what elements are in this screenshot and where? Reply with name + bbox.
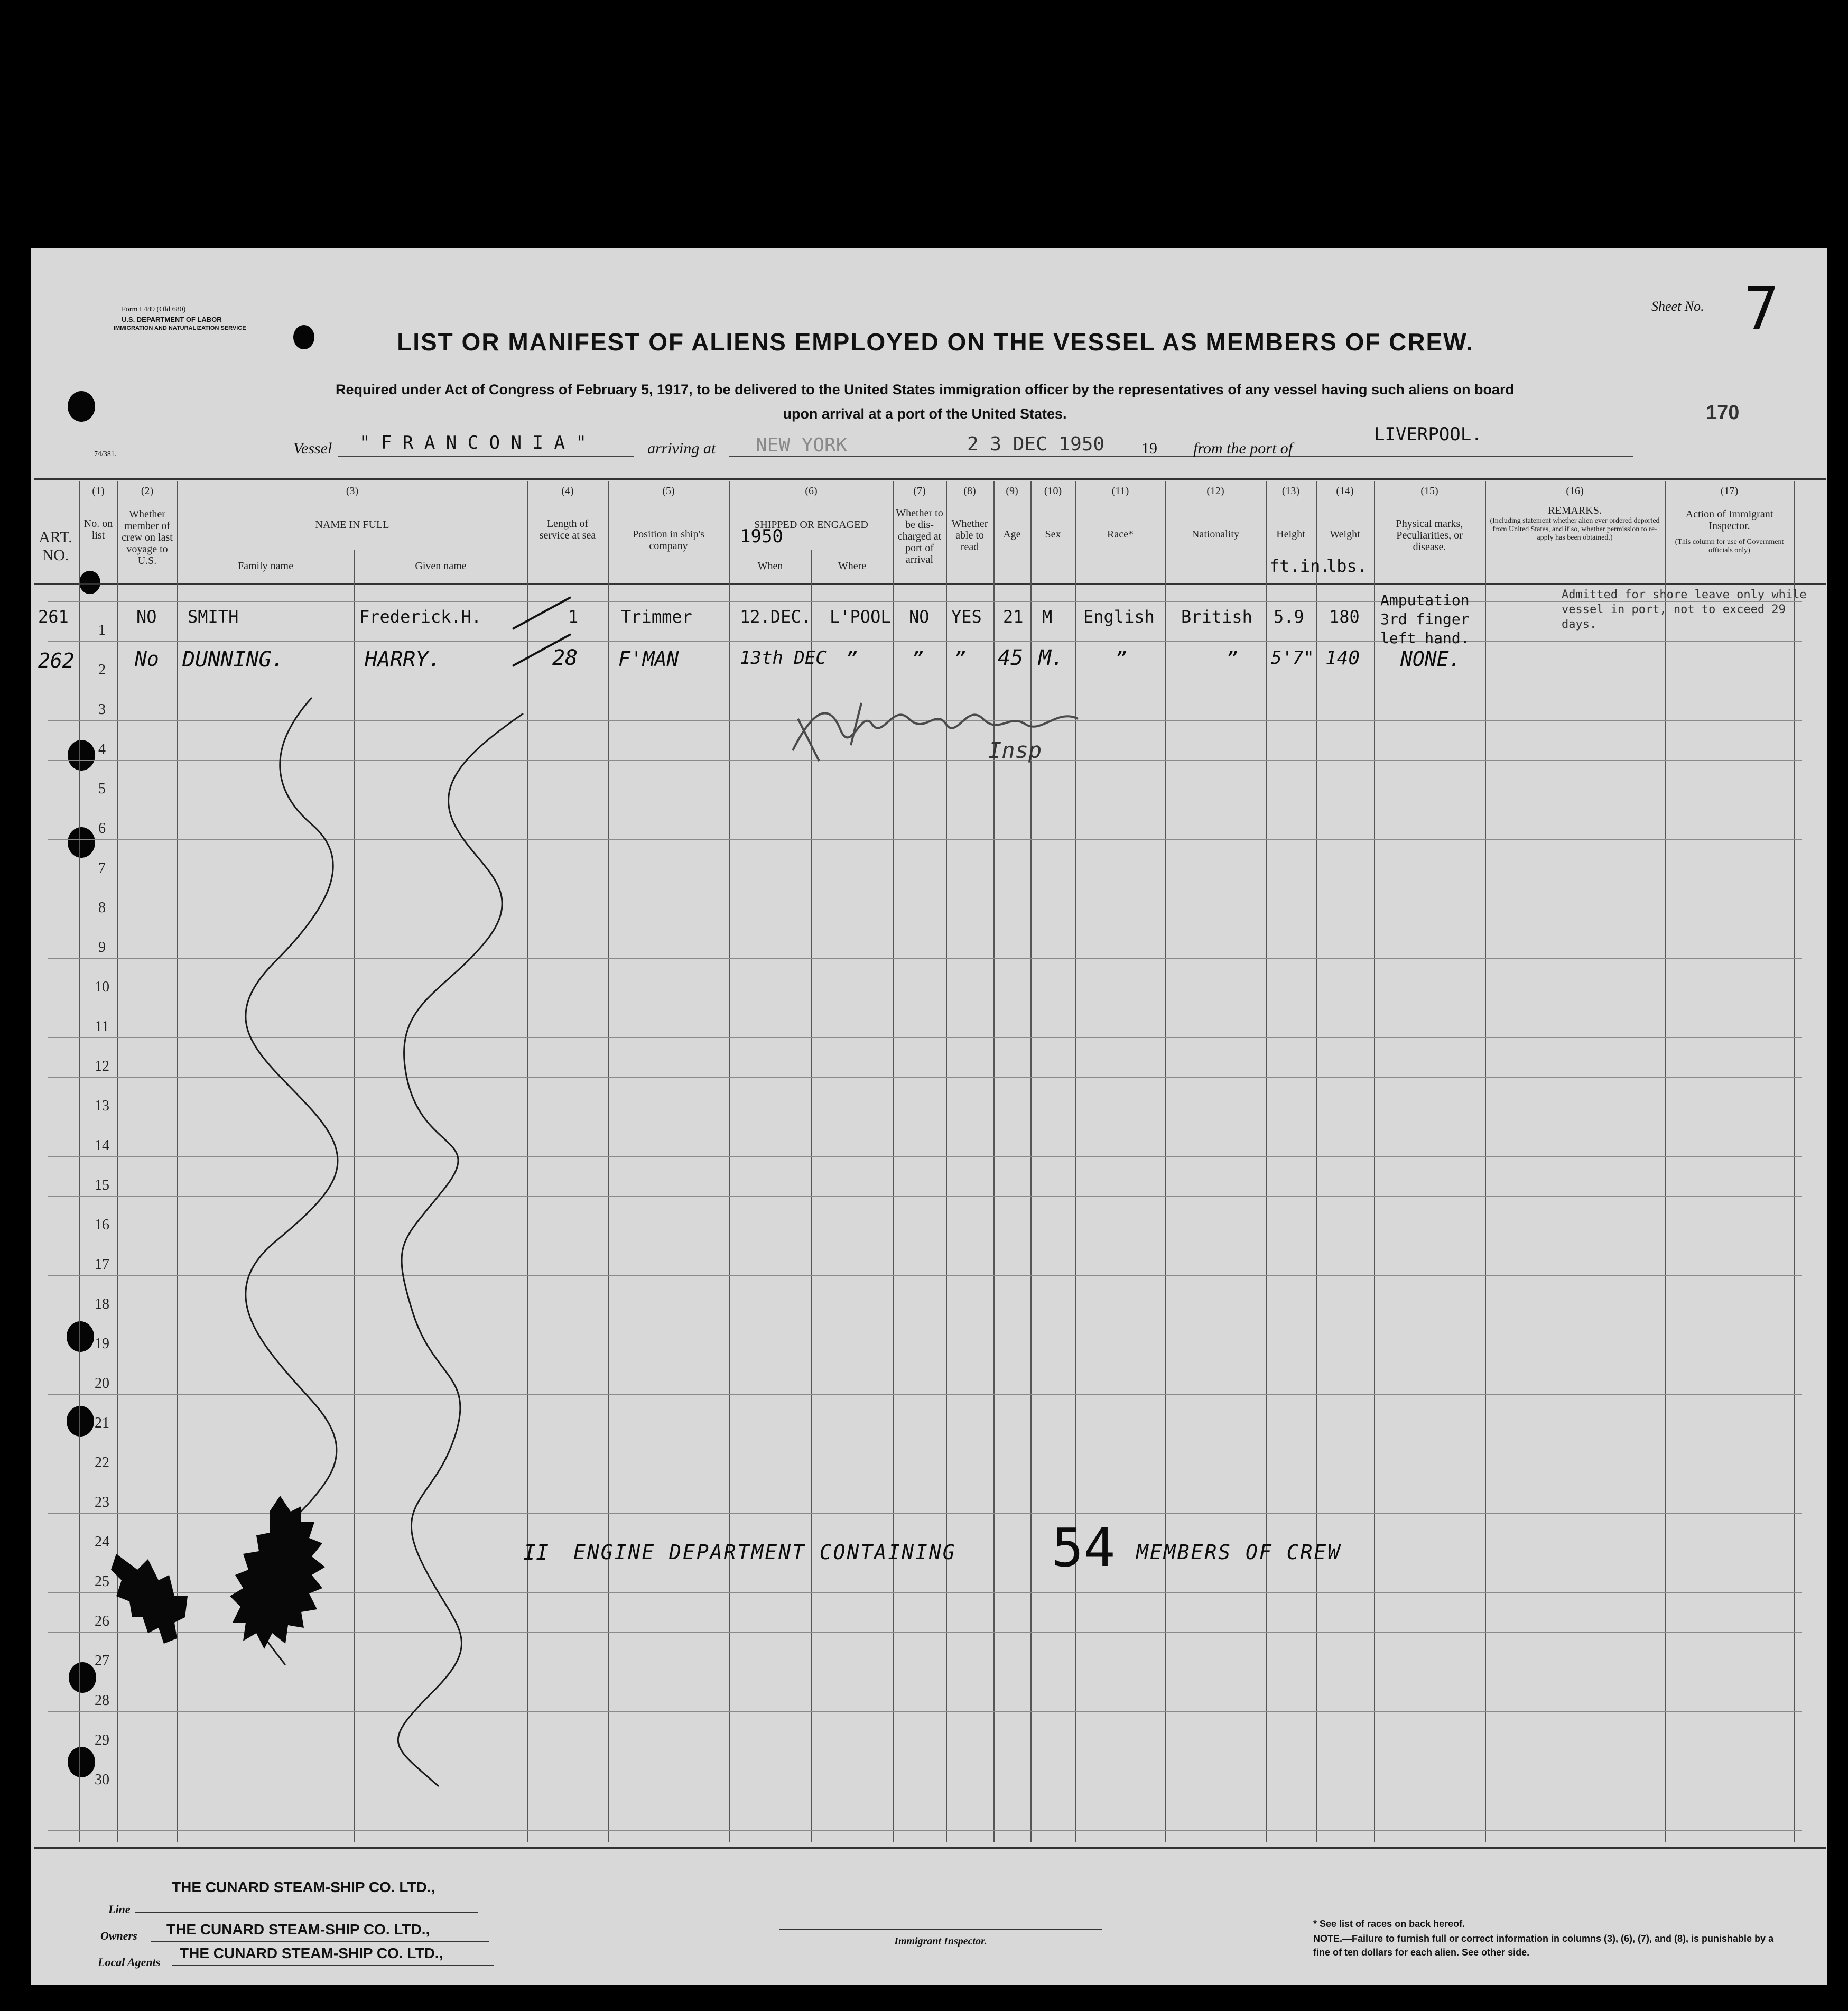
sheet-number: 7 [1744, 275, 1779, 342]
col3-family: Family name [238, 560, 293, 572]
last-voyage-cell: No [135, 647, 159, 671]
col5-label: Position in ship's company [633, 529, 704, 552]
row-number: 24 [95, 1534, 109, 1550]
shipped-where-cell: ” [846, 647, 858, 671]
line-label: Line [108, 1903, 131, 1916]
page-title: LIST OR MANIFEST OF ALIENS EMPLOYED ON THE VESSEL AS MEMBERS OF CREW. [397, 328, 1474, 356]
col6-where: Where [838, 560, 867, 572]
row-number: 7 [98, 860, 106, 876]
col6-num: (6) [805, 485, 818, 497]
row-number: 20 [95, 1375, 109, 1392]
dept-text-a: ENGINE DEPARTMENT CONTAINING [573, 1541, 956, 1564]
col15-label: Physical marks, Peculiarities, or disease. [1396, 518, 1463, 553]
family-name-cell: SMITH [188, 607, 239, 627]
row-number: 21 [95, 1415, 109, 1431]
nationality-cell: British [1181, 607, 1252, 627]
physical-marks-cell: NONE. [1400, 647, 1461, 671]
position-cell: Trimmer [621, 607, 692, 627]
row-number: 13 [95, 1098, 109, 1114]
row-number: 11 [95, 1018, 109, 1035]
weight-cell: 180 [1329, 607, 1360, 627]
col1-num: (1) [92, 485, 105, 497]
col15-num: (15) [1420, 485, 1438, 497]
row-number: 18 [95, 1296, 109, 1312]
col13-num: (13) [1281, 485, 1300, 497]
form-code: 74/381. [94, 450, 117, 458]
row-number: 25 [95, 1573, 109, 1590]
read-cell: YES [951, 607, 982, 627]
col17-num: (17) [1720, 485, 1739, 497]
col3-num: (3) [346, 485, 359, 497]
row-number: 14 [95, 1137, 109, 1154]
port-label: from the port of [1193, 440, 1293, 457]
departure-port: LIVERPOOL. [1374, 424, 1482, 445]
row-number: 12 [95, 1058, 109, 1074]
col1-label: No. on list [83, 518, 113, 541]
inspector-label: Immigrant Inspector. [894, 1935, 987, 1947]
col16-label: REMARKS. [1548, 505, 1602, 516]
read-cell: ” [954, 647, 966, 671]
art-number: 261 [38, 607, 69, 627]
department-name: U.S. DEPARTMENT OF LABOR [122, 316, 222, 323]
col14-num: (14) [1336, 485, 1354, 497]
physical-marks-cell: Amputation 3rd finger left hand. [1380, 591, 1470, 647]
col6-label: SHIPPED OR ENGAGED [754, 519, 868, 531]
row-number: 22 [95, 1454, 109, 1471]
col14-label: Weight [1330, 529, 1360, 540]
row-number: 4 [98, 741, 106, 757]
col6-when: When [757, 560, 783, 572]
position-cell: F'MAN [618, 647, 679, 671]
subtitle-line-2: upon arrival at a port of the United States. [783, 406, 1067, 422]
col4-num: (4) [561, 485, 574, 497]
sheet-label: Sheet No. [1651, 299, 1704, 314]
weight-cell: 140 [1325, 647, 1360, 669]
col6-year: 1950 [740, 526, 783, 547]
agents-label: Local Agents [98, 1956, 161, 1969]
col12-num: (12) [1206, 485, 1224, 497]
col9-num: (9) [1006, 485, 1018, 497]
sex-cell: M [1042, 607, 1053, 627]
row-number: 6 [98, 820, 106, 837]
given-name-cell: HARRY. [365, 647, 441, 672]
shipped-where-cell: L'POOL [830, 607, 891, 627]
art-number: 262 [38, 649, 75, 672]
col10-num: (10) [1044, 485, 1062, 497]
service-length-cell: 28 [552, 646, 578, 670]
crew-count: 54 [1052, 1517, 1116, 1579]
col11-label: Race* [1107, 529, 1134, 540]
last-voyage-cell: NO [136, 607, 157, 627]
col8-label: Whether able to read [951, 518, 988, 553]
embossed-seal [106, 1490, 349, 1691]
age-cell: 21 [1003, 607, 1024, 627]
col16-num: (16) [1566, 485, 1584, 497]
row-number: 23 [95, 1494, 109, 1510]
year-label: 19 [1141, 440, 1157, 457]
row-number: 15 [95, 1177, 109, 1193]
row-number: 9 [98, 939, 106, 956]
remarks-cell: Admitted for shore leave only while vessel in port, not to exceed 29 days. [1562, 588, 1807, 631]
race-cell: ” [1115, 647, 1127, 671]
row-number: 8 [98, 900, 106, 916]
col17-note: (This column for use of Government officials only) [1675, 538, 1784, 554]
vessel-label: Vessel [293, 440, 332, 457]
owners-company: THE CUNARD STEAM-SHIP CO. LTD., [166, 1921, 430, 1938]
vessel-name: " F R A N C O N I A " [359, 432, 587, 453]
row-number: 10 [95, 979, 109, 995]
row-number: 16 [95, 1217, 109, 1233]
age-cell: 45 [998, 646, 1024, 670]
sex-cell: M. [1038, 646, 1064, 670]
dept-numeral: II [523, 1541, 549, 1565]
col13-label: Height [1276, 529, 1305, 540]
col3-given: Given name [415, 560, 467, 572]
discharged-cell: ” [912, 647, 924, 671]
art-no-label: ART. NO. [39, 529, 72, 564]
col5-num: (5) [662, 485, 675, 497]
given-name-cell: Frederick.H. [359, 607, 482, 627]
row-number: 19 [95, 1336, 109, 1352]
owners-label: Owners [100, 1929, 137, 1942]
row-number: 29 [95, 1732, 109, 1748]
punch-hole [79, 571, 100, 594]
col11-num: (11) [1111, 485, 1129, 497]
col17-label: Action of Immigrant Inspector. [1685, 508, 1773, 532]
col7-label: Whether to be dis-charged at port of arrival [896, 507, 943, 566]
dept-text-b: MEMBERS OF CREW [1136, 1541, 1342, 1564]
col4-label: Length of service at sea [539, 518, 596, 541]
arrival-port: NEW YORK [756, 434, 848, 456]
col2-label: Whether member of crew on last voyage to U.S. [122, 508, 173, 567]
col8-num: (8) [963, 485, 976, 497]
row-number: 26 [95, 1613, 109, 1629]
family-name-cell: DUNNING. [182, 647, 284, 672]
row-number: 30 [95, 1772, 109, 1788]
arrival-date: 2 3 DEC 1950 [967, 433, 1105, 455]
ditto-slash-marks [507, 592, 581, 671]
punch-hole [68, 391, 95, 422]
height-unit: ft.in. [1269, 556, 1331, 576]
height-cell: 5.9 [1274, 607, 1304, 627]
col10-label: Sex [1045, 529, 1061, 540]
row-number: 28 [95, 1692, 109, 1709]
inspector-signature [782, 687, 1120, 772]
row-number: 5 [98, 781, 106, 797]
shipped-when-cell: 12.DEC. [740, 607, 811, 627]
col9-label: Age [1003, 529, 1021, 540]
agents-company: THE CUNARD STEAM-SHIP CO. LTD., [180, 1945, 443, 1961]
row-number: 2 [98, 662, 106, 678]
arriving-label: arriving at [647, 440, 716, 457]
col3-label: NAME IN FULL [315, 519, 389, 531]
row-number: 27 [95, 1653, 109, 1669]
service-name: IMMIGRATION AND NATURALIZATION SERVICE [114, 325, 246, 331]
col7-num: (7) [913, 485, 926, 497]
col12-label: Nationality [1192, 529, 1239, 540]
row-number: 1 [98, 622, 106, 638]
row-number: 3 [98, 701, 106, 718]
line-company: THE CUNARD STEAM-SHIP CO. LTD., [172, 1879, 435, 1895]
race-cell: English [1083, 607, 1155, 627]
penalty-note: NOTE.—Failure to furnish full or correct information in columns (3), (6), (7), and (8), is punishable by a fine of ten dollars for each alien. See other side. [1313, 1933, 1774, 1958]
shipped-when-cell: 13th DEC [740, 647, 827, 669]
col16-note: (Including statement whether alien ever ordered deported from United States, and if so, whether permission to re-apply has been obtained.) [1490, 517, 1660, 542]
page-stamp: 170 [1706, 402, 1740, 424]
discharged-cell: NO [909, 607, 930, 627]
col2-num: (2) [141, 485, 154, 497]
signature-role: Insp [988, 737, 1042, 763]
nationality-cell: ” [1226, 647, 1238, 671]
race-footnote: * See list of races on back hereof. [1313, 1919, 1465, 1929]
form-number: Form I 489 (Old 680) [122, 305, 186, 313]
weight-unit: lbs. [1326, 556, 1368, 576]
service-length-cell: 1 [568, 607, 579, 627]
height-cell: 5'7" [1271, 647, 1314, 669]
row-number: 17 [95, 1256, 109, 1273]
subtitle-line-1: Required under Act of Congress of February 5, 1917, to be delivered to the United States immigration officer by the representatives of any vessel having such aliens on board [335, 382, 1515, 397]
